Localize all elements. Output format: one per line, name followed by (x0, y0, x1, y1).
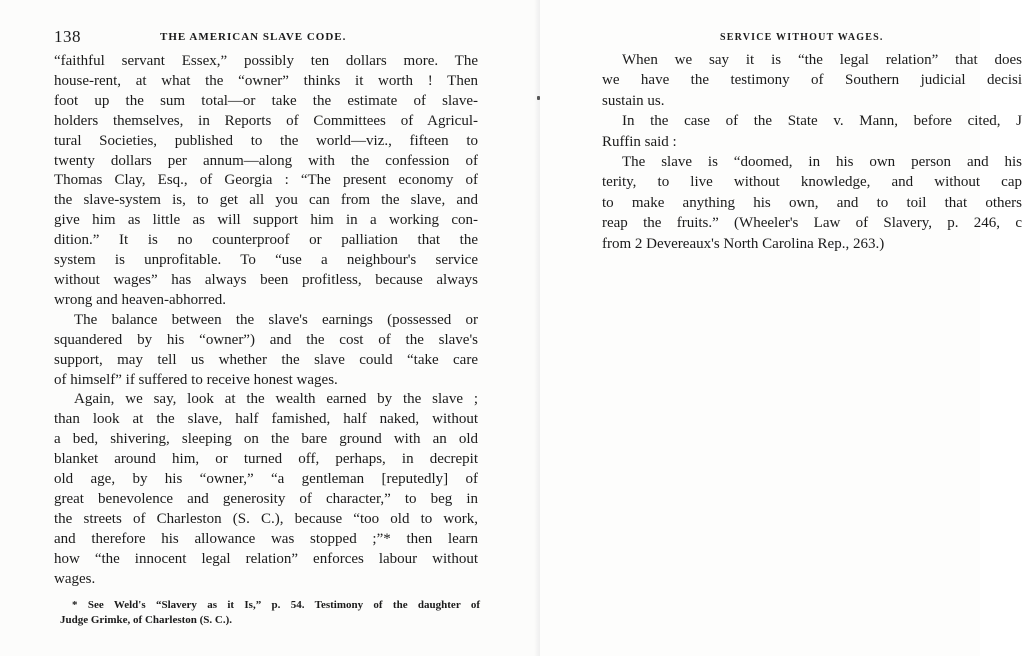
text-line: foot up the sum total—or take the estimate of slave- (54, 92, 478, 109)
left-page-body (54, 52, 478, 589)
left-page-header (54, 29, 484, 49)
text-line: old age, by his “owner,” “a gentleman [reputedly] of (54, 471, 478, 488)
footnote-line: * See Weld's “Slavery as it Is,” p. 54. Testimony of the daughter of (72, 599, 480, 611)
text-line: give him as little as will support him in a working con- (54, 212, 478, 229)
text-line: than look at the slave, half famished, half naked, without (54, 411, 478, 428)
right-running-title: SERVICE WITHOUT WAGES. (720, 32, 884, 43)
text-line: the streets of Charleston (S. C.), because “too old to work, (54, 510, 478, 527)
text-line: Thomas Clay, Esq., of Georgia : “The present economy of (54, 172, 478, 189)
text-line: Ruffin said : (602, 133, 677, 150)
text-line: wages. (54, 570, 96, 587)
text-line: from 2 Devereaux's North Carolina Rep., 263.) (602, 235, 885, 252)
text-line: When we say it is “the legal relation” that does (622, 52, 1022, 68)
text-line: and therefore his allowance was stopped ;”* then learn (54, 530, 478, 547)
text-line: Again, we say, look at the wealth earned by the slave ; (74, 391, 478, 408)
text-line: system is unprofitable. To “use a neighbour's service (54, 252, 478, 269)
text-line: sustain us. (602, 92, 665, 109)
text-line: The slave is “doomed, in his own person and his (622, 154, 1022, 171)
text-line: twenty dollars per annum—along with the confession of (54, 152, 478, 169)
text-line: how “the innocent legal relation” enforces labour without (54, 550, 478, 567)
text-line: the slave-system is, to get all you can from the slave, and (54, 192, 478, 209)
text-line: of himself” if suffered to receive honest wages. (54, 371, 338, 388)
text-line: dition.” It is no counterproof or palliation that the (54, 232, 478, 249)
footnote-line: Judge Grimke, of Charleston (S. C.). (60, 614, 233, 626)
text-line: support, may tell us whether the slave could “take care (54, 351, 478, 368)
text-line: wrong and heaven-abhorred. (54, 291, 227, 308)
footnote (60, 598, 480, 628)
page-number: 138 (54, 27, 81, 46)
right-page-body (602, 50, 1022, 254)
text-line: The balance between the slave's earnings (possessed or (74, 311, 478, 328)
text-line: blanket around him, or turned off, perhaps, in decrepit (54, 451, 478, 468)
text-line: squandered by his “owner”) and the cost of the slave's (54, 331, 478, 348)
text-line: “faithful servant Essex,” possibly ten dollars more. The (54, 53, 478, 69)
text-line: In the case of the State v. Mann, before cited, J (622, 113, 1022, 130)
left-running-title: THE AMERICAN SLAVE CODE. (160, 31, 347, 43)
text-line: terity, to live without knowledge, and without cap (602, 174, 1022, 191)
text-line: holders themselves, in Reports of Committees of Agricul- (54, 112, 478, 129)
text-line: we have the testimony of Southern judicial decisi (602, 72, 1022, 89)
text-line: tural Societies, published to the world—viz., fifteen to (54, 132, 478, 149)
text-line: to make anything his own, and to toil that others (602, 194, 1022, 211)
text-line: great benevolence and generosity of character,” to beg in (54, 490, 478, 507)
text-line: a bed, shivering, sleeping on the bare ground with an old (54, 431, 478, 448)
text-line: house-rent, at what the “owner” thinks it worth ! Then (54, 72, 478, 89)
text-line: without wages” has always been profitless, because always (54, 271, 478, 288)
right-page (540, 0, 1022, 656)
text-line: reap the fruits.” (Wheeler's Law of Slavery, p. 246, c (602, 215, 1022, 232)
